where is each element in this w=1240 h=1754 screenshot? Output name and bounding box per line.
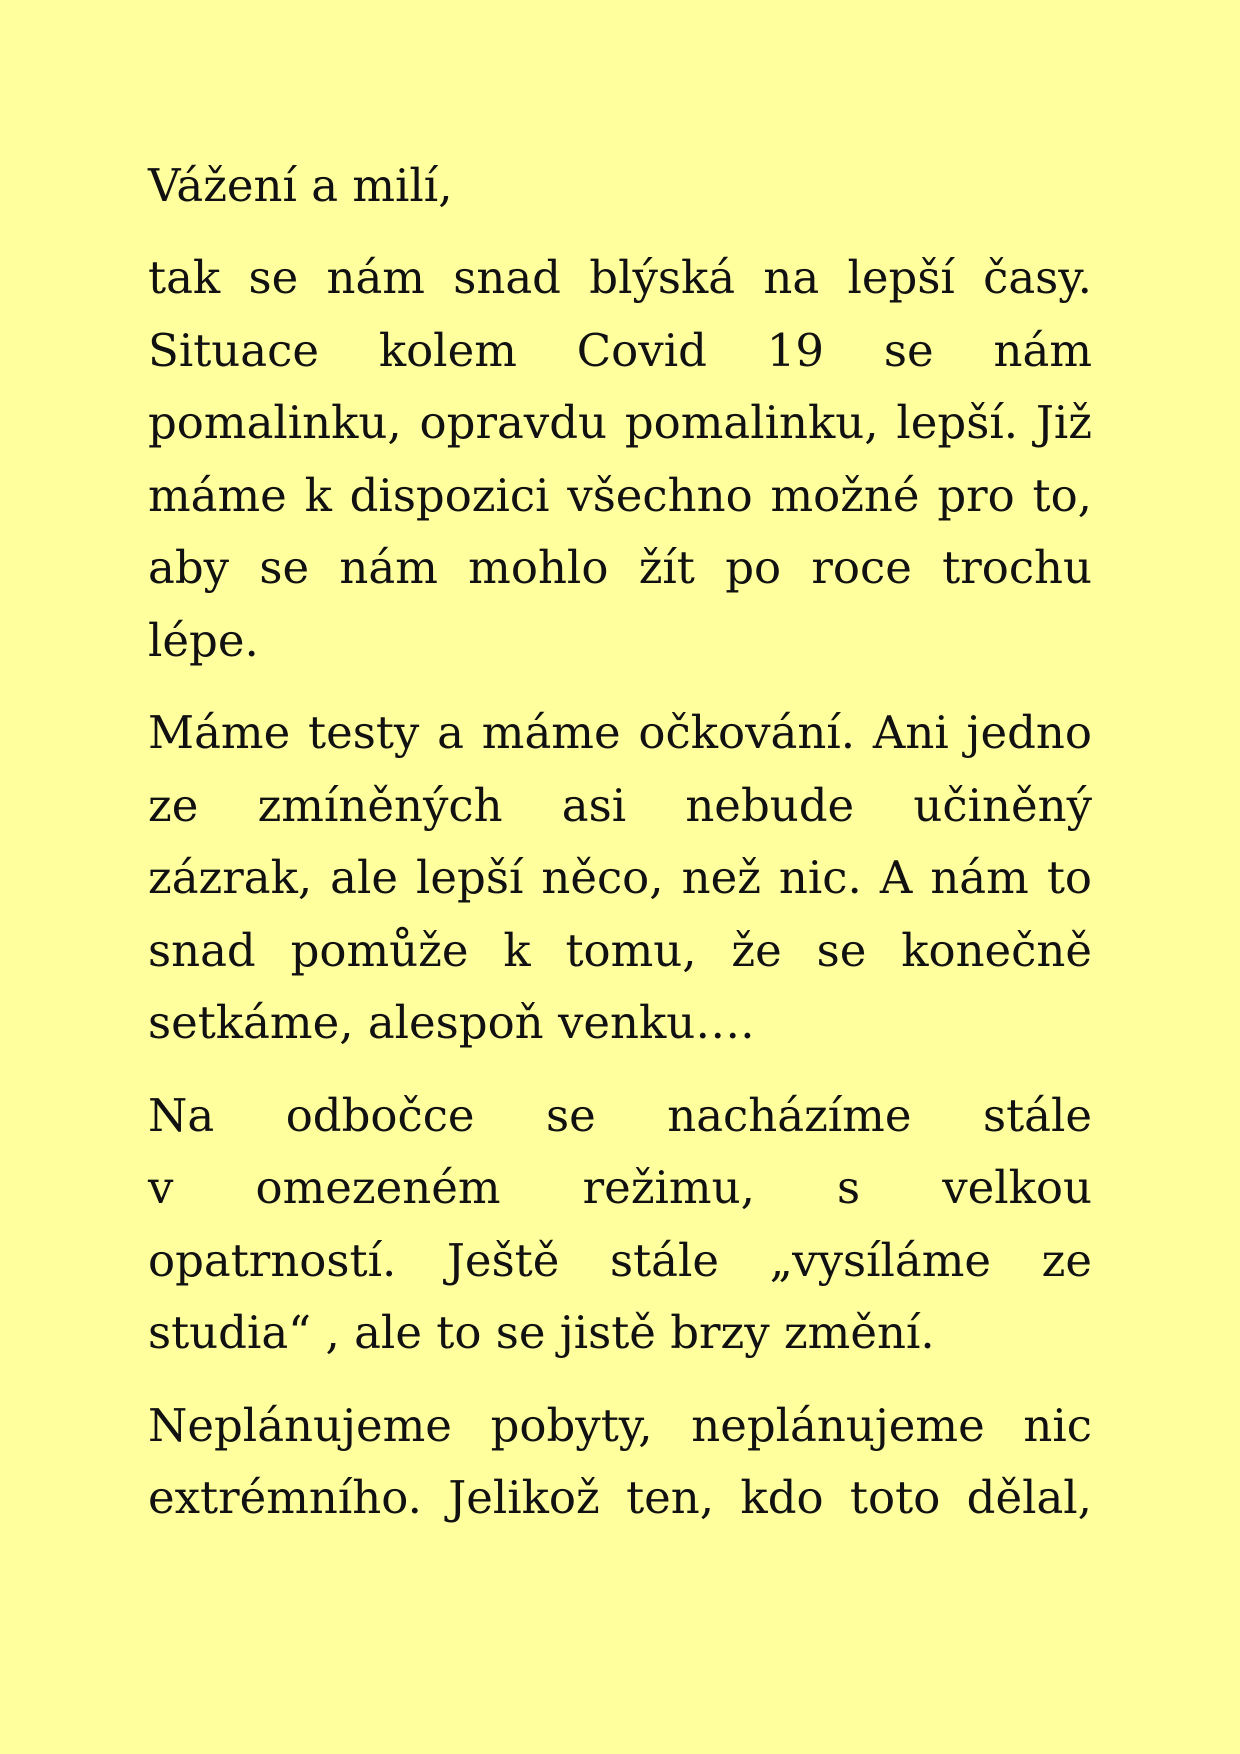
paragraph-line: snad pomůže k tomu, že se konečně <box>148 923 1092 977</box>
paragraph-line: zázrak, ale lepší něco, než nic. A nám to <box>148 851 1092 904</box>
paragraph-line: opatrností. Ještě stále „vysíláme ze <box>148 1233 1092 1287</box>
paragraph-line: studia“ , ale to se jistě brzy změní. <box>148 1306 935 1359</box>
paragraph-3 <box>148 1080 1092 1370</box>
paragraph-line: v omezeném režimu, s velkou <box>148 1161 1092 1214</box>
paragraph-line: pomalinku, opravdu pomalinku, lepší. Již <box>148 396 1092 449</box>
paragraph-line: máme k dispozici všechno možné pro to, <box>148 468 1092 522</box>
paragraph-2 <box>148 697 1092 1060</box>
paragraph-line: Máme testy a máme očkování. Ani jedno <box>148 706 1092 759</box>
letter-body <box>148 150 1092 1555</box>
paragraph-line: Neplánujeme pobyty, neplánujeme nic <box>148 1398 1092 1452</box>
paragraph-line: ze zmíněných asi nebude učiněný <box>148 778 1092 832</box>
paragraph-line: extrémního. Jelikož ten, kdo toto dělal, <box>148 1471 1092 1524</box>
paragraph-line: Na odbočce se nacházíme stále <box>148 1088 1092 1142</box>
paragraph-line: tak se nám snad blýská na lepší časy. <box>148 251 1092 304</box>
paragraph-line: setkáme, alespoň venku…. <box>148 996 755 1049</box>
paragraph-line: aby se nám mohlo žít po roce trochu <box>148 541 1092 594</box>
paragraph-line: lépe. <box>148 613 259 667</box>
letter-greeting: Vážení a milí, <box>148 159 453 212</box>
paragraph-4 <box>148 1390 1092 1535</box>
paragraph-line: Situace kolem Covid 19 se nám <box>148 323 1092 377</box>
paragraph-1 <box>148 242 1092 677</box>
